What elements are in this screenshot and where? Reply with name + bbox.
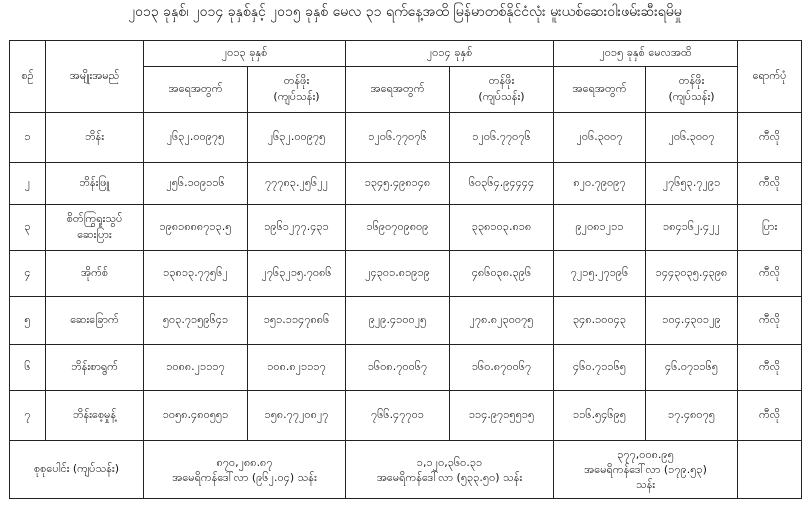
- value-2014: ၂၇၈.၈၂၃၀၀၇၅: [450, 297, 554, 345]
- header-row-1: [10, 41, 802, 67]
- row-serial: ၇: [10, 391, 46, 441]
- value-2014: ၆၀၃၆၄.၉၄၄၄၄: [450, 163, 554, 205]
- total-2014: [346, 441, 554, 499]
- total-2015-usd-unit: သန်း: [635, 478, 656, 491]
- value-2015: ၂၀၆.၃၀၀၇: [646, 113, 738, 163]
- total-2013: [144, 441, 346, 499]
- table-row: [10, 391, 802, 441]
- row-destination: ကီလို: [738, 297, 802, 345]
- header-year-2015: ၂၀၁၅ ခုနှစ် မေလအထိ: [554, 41, 738, 67]
- qty-2015: ၃၄၈.၁၀၀၄၃: [554, 297, 646, 345]
- row-destination: ကီလို: [738, 391, 802, 441]
- total-2015-usd: အမေရိကန်ဒေါ်လာ (၁၇၉.၅၃): [584, 463, 707, 476]
- row-destination: ကီလို: [738, 163, 802, 205]
- value-2013: ၁၅၁.၁၁၄၇၈၈၆: [248, 297, 346, 345]
- row-serial: ၄: [10, 251, 46, 297]
- total-2013-usd: အမေရိကန်ဒေါ်လာ (၉၆၂.၀၄) သန်း: [172, 470, 317, 484]
- header-value-unit: (ကျပ်သန်း): [478, 89, 525, 103]
- qty-2013: ၅၀၃.၇၁၅၉၆၄၁: [144, 297, 248, 345]
- value-2015: ၄၆.၀၇၁၁၆၅: [646, 345, 738, 391]
- header-value-label: တန်ဖိုး: [488, 73, 515, 87]
- row-serial: ၁: [10, 113, 46, 163]
- header-value: [248, 67, 346, 113]
- header-value: [646, 67, 738, 113]
- row-type: ဘိန်းစာရွက်: [46, 345, 144, 391]
- table-row: [10, 205, 802, 251]
- total-2014-value: ၁,၁၂၀,၃၆၀.၃၁: [416, 455, 483, 469]
- totals-empty-cell: [738, 441, 802, 499]
- table-row: [10, 113, 802, 163]
- totals-row: [10, 441, 802, 499]
- value-2014: ၄၈၆၀၃၈.၃၉၆: [450, 251, 554, 297]
- value-2015: ၁၀၄.၄၃၀၁၂၉: [646, 297, 738, 345]
- value-2013: ၁၉၆၁၂၇၇.၄၃၁: [248, 205, 346, 251]
- row-serial: ၃: [10, 205, 46, 251]
- value-2014: ၁၂၀၆.၇၇၀၇၆: [450, 113, 554, 163]
- row-type: ဆေးခြောက်: [46, 297, 144, 345]
- value-2013: ၇၇၇၈၃.၂၅၆၂၂: [248, 163, 346, 205]
- header-value: [450, 67, 554, 113]
- value-2015: ၂၇၆၅၃.၇၂၉၁: [646, 163, 738, 205]
- table-row: [10, 297, 802, 345]
- total-2014-usd: အမေရိကန်ဒေါ်လာ (၅၃၃.၅၀) သန်း: [376, 470, 523, 484]
- row-type: စိတ်ကြွရူးသွပ် ဆေးပြား: [46, 205, 144, 251]
- qty-2014: ၁၆၀၈.၇၀၀၆၇: [346, 345, 450, 391]
- table-row: [10, 163, 802, 205]
- header-year-2013: ၂၀၁၃ ခုနှစ်: [144, 41, 346, 67]
- row-type: ဘိန်းဖြူ: [46, 163, 144, 205]
- header-serial: စဉ်: [10, 41, 46, 113]
- qty-2014: ၁၆၉၀၇၀၉၈၀၉: [346, 205, 450, 251]
- qty-2015: ၂၀၆.၃၀၀၇: [554, 113, 646, 163]
- totals-label: စုစုပေါင်း (ကျပ်သန်း): [10, 441, 144, 499]
- row-type: အိုက်စ်: [46, 251, 144, 297]
- table-row: [10, 251, 802, 297]
- row-serial: ၆: [10, 345, 46, 391]
- value-2013: ၁၀၈.၈၂၁၁၁၇: [248, 345, 346, 391]
- value-2014: ၃၃၈၁၀၃.၈၁၈: [450, 205, 554, 251]
- value-2015: ၁၄၄၃၀၃၅.၄၃၉၈: [646, 251, 738, 297]
- table-row: [10, 345, 802, 391]
- header-qty: အရေအတွက်: [144, 67, 248, 113]
- header-value-unit: (ကျပ်သန်း): [668, 89, 715, 103]
- qty-2013: ၁၀၈၈.၂၁၁၁၇: [144, 345, 248, 391]
- value-2014: ၁၁၄.၉၇၁၅၅၁၅: [450, 391, 554, 441]
- row-serial: ၂: [10, 163, 46, 205]
- row-destination: ကီလို: [738, 251, 802, 297]
- qty-2015: ၄၆၀.၇၁၁၆၅: [554, 345, 646, 391]
- row-type: ဘိန်း: [46, 113, 144, 163]
- qty-2015: ၉၂၀၈၁၂၁၁: [554, 205, 646, 251]
- qty-2014: ၂၄၃၀၁.၈၁၉၁၉: [346, 251, 450, 297]
- qty-2014: ၉၂၉.၄၁၀၀၂၅: [346, 297, 450, 345]
- value-2013: ၂၇၆၃၂၁၅.၇၀၈၆: [248, 251, 346, 297]
- header-destination: ရောက်ပုံ: [738, 41, 802, 113]
- qty-2013: ၁၉၈၁၈၈၈၇၁၃.၅: [144, 205, 248, 251]
- qty-2014: ၁၂၀၆.၇၇၀၇၆: [346, 113, 450, 163]
- total-2013-value: ၈၇၀,၂၈၈.၈၇: [216, 455, 273, 469]
- header-value-unit: (ကျပ်သန်း): [273, 89, 320, 103]
- value-2013: ၂၆၃၂.၀၀၉၇၅: [248, 113, 346, 163]
- seizure-table: [9, 40, 802, 499]
- qty-2013: ၁၃၈၁၃.၇၇၅၆၂: [144, 251, 248, 297]
- row-serial: ၅: [10, 297, 46, 345]
- qty-2014: ၇၆၆.၄၇၇၀၁: [346, 391, 450, 441]
- value-2013: ၁၅၈.၇၇၂၀၈၂၇: [248, 391, 346, 441]
- value-2015: ၁၇.၄၈၀၇၅: [646, 391, 738, 441]
- qty-2015: ၇၂၁၅.၂၇၁၉၆: [554, 251, 646, 297]
- qty-2015: ၈၂၀.၇၉၀၉၇: [554, 163, 646, 205]
- value-2015: ၁၈၄၁၆၂.၄၂၂: [646, 205, 738, 251]
- header-value-label: တန်ဖိုး: [678, 73, 705, 87]
- row-type: ဘိန်းစေ့မှုန့်: [46, 391, 144, 441]
- qty-2013: ၂၆၃၂.၀၀၉၇၅: [144, 113, 248, 163]
- header-year-2014: ၂၀၁၄ ခုနှစ်: [346, 41, 554, 67]
- qty-2014: ၁၃၄၅.၄၉၈၁၄၈: [346, 163, 450, 205]
- value-2014: ၁၆၀.၈၇၀၀၆၇: [450, 345, 554, 391]
- total-2015-value: ၃၇၇,၀၀၈.၉၅: [617, 448, 674, 461]
- header-type: အမျိုးအမည်: [46, 41, 144, 113]
- header-qty: အရေအတွက်: [346, 67, 450, 113]
- qty-2015: ၁၁၆.၅၄၆၉၅: [554, 391, 646, 441]
- header-value-label: တန်ဖိုး: [283, 73, 310, 87]
- page-title: ၂၀၁၃ ခုနှစ်၊ ၂၀၁၄ ခုနှစ်နှင့် ၂၀၁၅ ခုနှစ် မေလ ၃၁ ရက်နေ့အထိ မြန်မာတစ်နိုင်ငံလုံး မူးယစ်ဆေးဝါးဖမ်းဆီးရမိမှု: [128, 4, 682, 20]
- total-2015: [554, 441, 738, 499]
- qty-2013: ၂၅၆.၁၀၉၁၁၆: [144, 163, 248, 205]
- row-destination: ပြား: [738, 205, 802, 251]
- header-qty: အရေအတွက်: [554, 67, 646, 113]
- row-destination: ကီလို: [738, 345, 802, 391]
- row-destination: ကီလို: [738, 113, 802, 163]
- qty-2013: ၁၀၅၈.၄၈၀၅၅၁: [144, 391, 248, 441]
